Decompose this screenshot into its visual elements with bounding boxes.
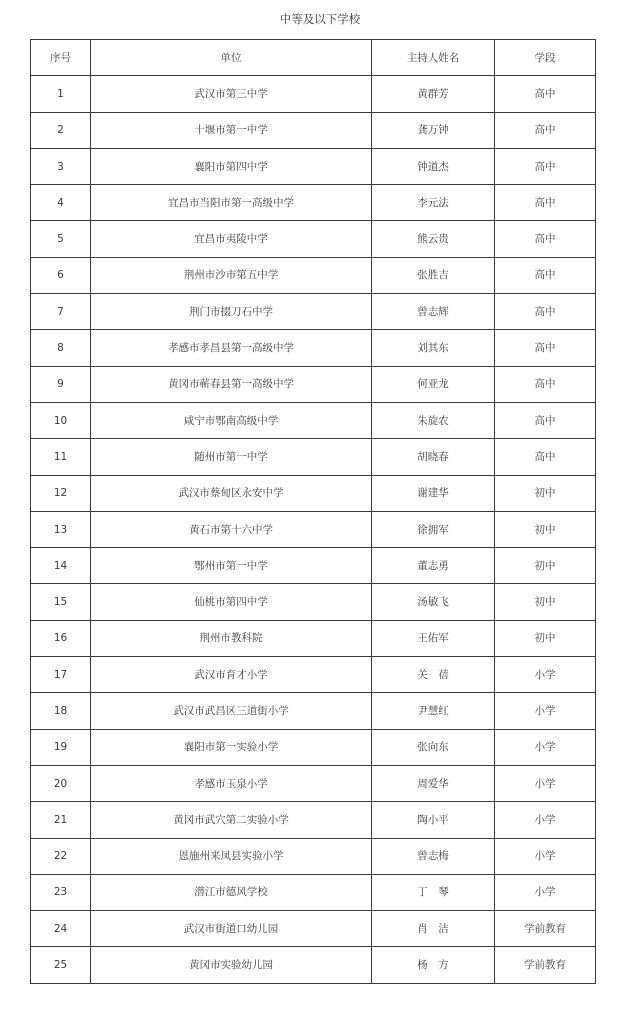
cell-unit: 黄冈市武穴第二实验小学 — [91, 802, 372, 838]
cell-host-name: 刘其东 — [372, 330, 495, 366]
cell-host-name: 徐拥军 — [372, 511, 495, 547]
cell-stage: 初中 — [495, 620, 596, 656]
cell-index: 21 — [31, 802, 91, 838]
cell-index: 7 — [31, 294, 91, 330]
cell-unit: 武汉市育才小学 — [91, 657, 372, 693]
cell-host-name: 汤敏飞 — [372, 584, 495, 620]
cell-unit: 孝感市孝昌县第一高级中学 — [91, 330, 372, 366]
cell-index: 9 — [31, 366, 91, 402]
table-row — [31, 657, 596, 693]
cell-host-name: 曾志梅 — [372, 838, 495, 874]
cell-host-name: 张胜吉 — [372, 257, 495, 293]
cell-stage: 高中 — [495, 439, 596, 475]
table-row — [31, 330, 596, 366]
table-row — [31, 221, 596, 257]
cell-stage: 初中 — [495, 548, 596, 584]
cell-unit: 随州市第一中学 — [91, 439, 372, 475]
cell-index: 16 — [31, 620, 91, 656]
cell-host-name: 关 蓓 — [372, 657, 495, 693]
cell-host-name: 陶小平 — [372, 802, 495, 838]
cell-host-name: 熊云贵 — [372, 221, 495, 257]
cell-stage: 高中 — [495, 112, 596, 148]
header-index: 序号 — [31, 40, 91, 76]
cell-host-name: 杨 方 — [372, 947, 495, 983]
cell-index: 10 — [31, 402, 91, 438]
cell-unit: 仙桃市第四中学 — [91, 584, 372, 620]
table-row — [31, 584, 596, 620]
cell-unit: 襄阳市第四中学 — [91, 148, 372, 184]
cell-unit: 荆门市掇刀石中学 — [91, 294, 372, 330]
table-row — [31, 874, 596, 910]
cell-unit: 咸宁市鄂南高级中学 — [91, 402, 372, 438]
cell-stage: 初中 — [495, 584, 596, 620]
cell-stage: 小学 — [495, 693, 596, 729]
cell-unit: 武汉市街道口幼儿园 — [91, 911, 372, 947]
table-row — [31, 439, 596, 475]
cell-stage: 高中 — [495, 330, 596, 366]
cell-host-name: 胡晓春 — [372, 439, 495, 475]
table-row — [31, 366, 596, 402]
cell-unit: 荆州市沙市第五中学 — [91, 257, 372, 293]
table-row — [31, 947, 596, 983]
cell-unit: 荆州市教科院 — [91, 620, 372, 656]
cell-stage: 小学 — [495, 729, 596, 765]
table-row — [31, 185, 596, 221]
table-row — [31, 294, 596, 330]
cell-stage: 初中 — [495, 511, 596, 547]
cell-index: 22 — [31, 838, 91, 874]
cell-host-name: 尹慧红 — [372, 693, 495, 729]
table-row — [31, 112, 596, 148]
cell-unit: 潜江市德风学校 — [91, 874, 372, 910]
cell-unit: 黄冈市实验幼儿园 — [91, 947, 372, 983]
cell-index: 8 — [31, 330, 91, 366]
cell-host-name: 朱旋农 — [372, 402, 495, 438]
cell-index: 4 — [31, 185, 91, 221]
table-row — [31, 838, 596, 874]
cell-host-name: 王佑军 — [372, 620, 495, 656]
cell-stage: 小学 — [495, 657, 596, 693]
cell-unit: 十堰市第一中学 — [91, 112, 372, 148]
table-row — [31, 257, 596, 293]
table-row — [31, 148, 596, 184]
cell-unit: 宜昌市夷陵中学 — [91, 221, 372, 257]
cell-stage: 学前教育 — [495, 911, 596, 947]
cell-stage: 学前教育 — [495, 947, 596, 983]
cell-unit: 黄石市第十六中学 — [91, 511, 372, 547]
cell-index: 19 — [31, 729, 91, 765]
cell-stage: 高中 — [495, 221, 596, 257]
cell-unit: 武汉市武昌区三道街小学 — [91, 693, 372, 729]
cell-stage: 初中 — [495, 475, 596, 511]
table-row — [31, 693, 596, 729]
cell-index: 23 — [31, 874, 91, 910]
cell-host-name: 龚万钟 — [372, 112, 495, 148]
cell-index: 11 — [31, 439, 91, 475]
cell-unit: 宜昌市当阳市第一高级中学 — [91, 185, 372, 221]
table-title: 中等及以下学校 — [279, 12, 361, 26]
cell-index: 15 — [31, 584, 91, 620]
cell-index: 13 — [31, 511, 91, 547]
cell-host-name: 何亚龙 — [372, 366, 495, 402]
table-row — [31, 911, 596, 947]
cell-unit: 武汉市第三中学 — [91, 76, 372, 112]
header-row — [31, 40, 596, 76]
cell-host-name: 钟道杰 — [372, 148, 495, 184]
cell-stage: 小学 — [495, 838, 596, 874]
cell-stage: 高中 — [495, 185, 596, 221]
cell-unit: 黄冈市蕲春县第一高级中学 — [91, 366, 372, 402]
header-host-name: 主持人姓名 — [372, 40, 495, 76]
cell-stage: 小学 — [495, 802, 596, 838]
table-row — [31, 475, 596, 511]
cell-index: 25 — [31, 947, 91, 983]
cell-stage: 高中 — [495, 294, 596, 330]
cell-stage: 小学 — [495, 874, 596, 910]
cell-host-name: 周爱华 — [372, 765, 495, 801]
cell-index: 5 — [31, 221, 91, 257]
cell-unit: 武汉市蔡甸区永安中学 — [91, 475, 372, 511]
cell-index: 24 — [31, 911, 91, 947]
table-row — [31, 620, 596, 656]
cell-index: 3 — [31, 148, 91, 184]
cell-host-name: 李元法 — [372, 185, 495, 221]
cell-stage: 高中 — [495, 366, 596, 402]
cell-unit: 鄂州市第一中学 — [91, 548, 372, 584]
cell-stage: 高中 — [495, 148, 596, 184]
table-row — [31, 802, 596, 838]
schools-table — [30, 39, 596, 984]
table-row — [31, 511, 596, 547]
cell-stage: 高中 — [495, 76, 596, 112]
table-row — [31, 765, 596, 801]
cell-host-name: 肖 洁 — [372, 911, 495, 947]
table-row — [31, 76, 596, 112]
table-row — [31, 402, 596, 438]
header-stage: 学段 — [495, 40, 596, 76]
cell-host-name: 谢建华 — [372, 475, 495, 511]
cell-index: 12 — [31, 475, 91, 511]
cell-unit: 襄阳市第一实验小学 — [91, 729, 372, 765]
cell-index: 14 — [31, 548, 91, 584]
table-row — [31, 548, 596, 584]
cell-index: 6 — [31, 257, 91, 293]
cell-host-name: 曾志辉 — [372, 294, 495, 330]
cell-stage: 小学 — [495, 765, 596, 801]
cell-stage: 高中 — [495, 257, 596, 293]
header-unit: 单位 — [91, 40, 372, 76]
cell-stage: 高中 — [495, 402, 596, 438]
cell-unit: 恩施州来凤县实验小学 — [91, 838, 372, 874]
cell-host-name: 张向东 — [372, 729, 495, 765]
cell-index: 2 — [31, 112, 91, 148]
cell-unit: 孝感市玉泉小学 — [91, 765, 372, 801]
cell-host-name: 董志勇 — [372, 548, 495, 584]
table-row — [31, 729, 596, 765]
cell-index: 18 — [31, 693, 91, 729]
cell-index: 17 — [31, 657, 91, 693]
cell-host-name: 黄群芳 — [372, 76, 495, 112]
cell-index: 1 — [31, 76, 91, 112]
cell-host-name: 丁 琴 — [372, 874, 495, 910]
cell-index: 20 — [31, 765, 91, 801]
